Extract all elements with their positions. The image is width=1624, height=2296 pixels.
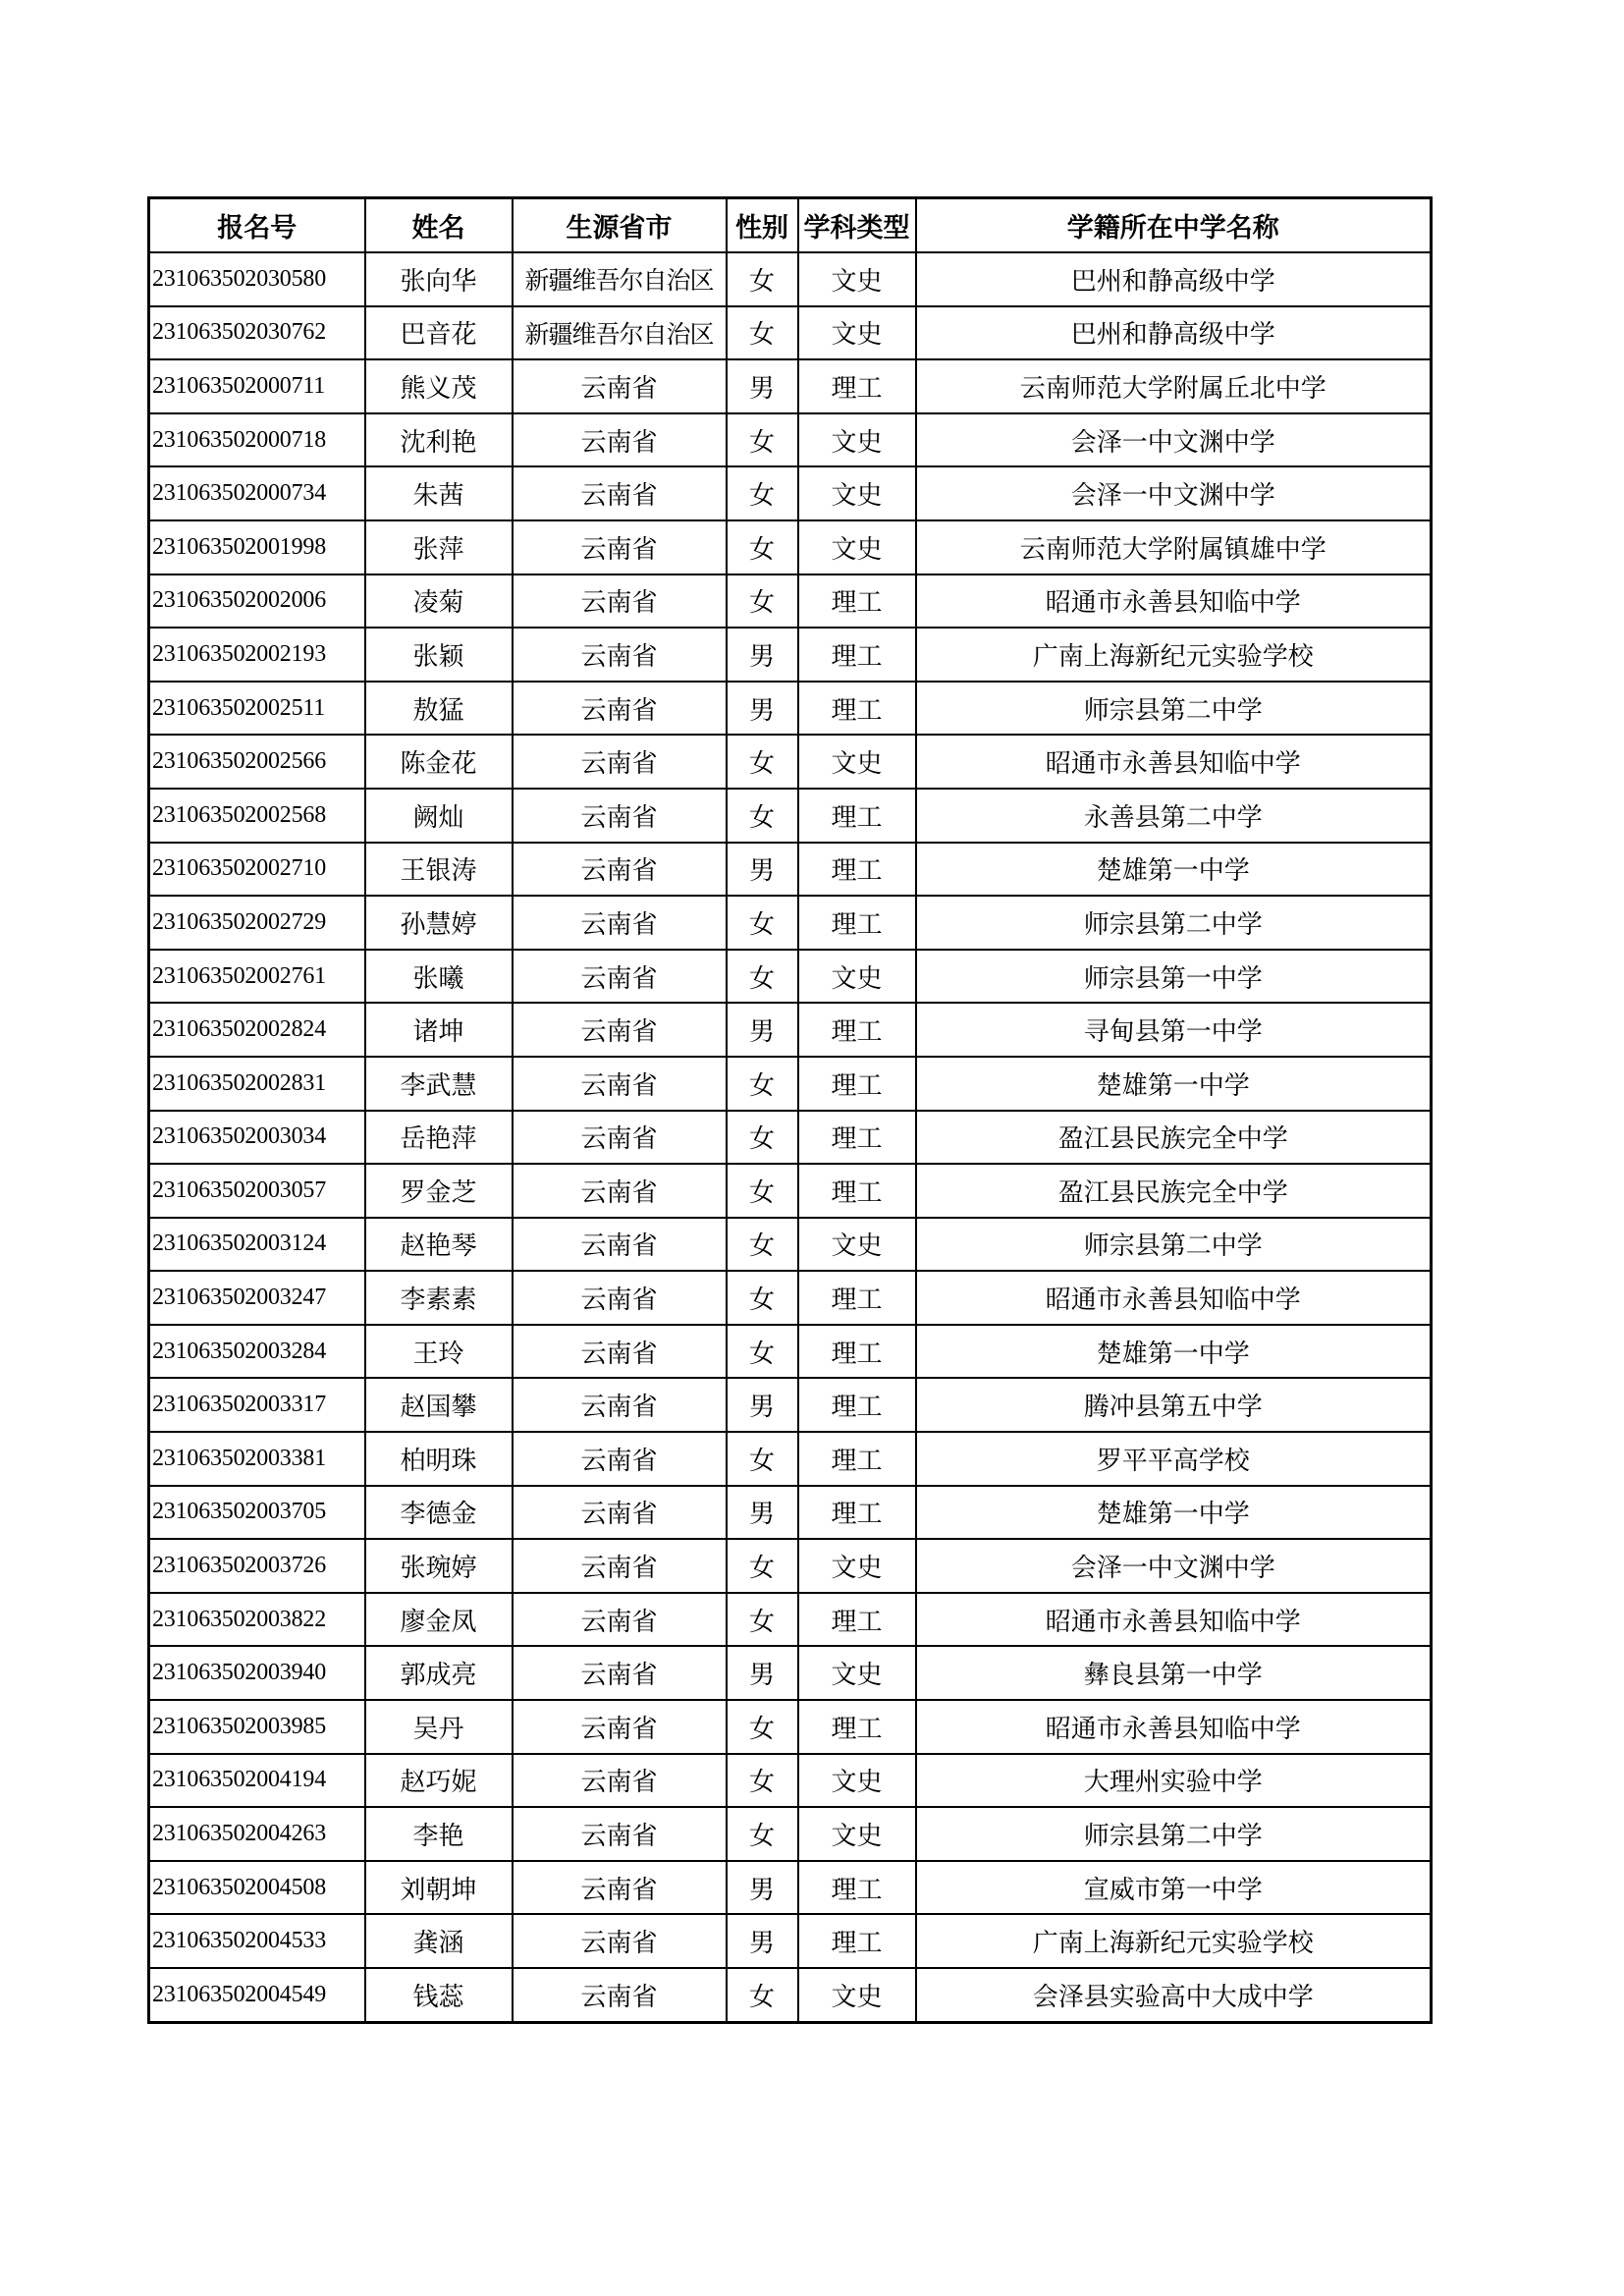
- cell-school-name: 楚雄第一中学: [916, 1486, 1432, 1540]
- cell-origin-province: 云南省: [513, 1378, 727, 1432]
- admission-table: [147, 196, 1433, 2024]
- table-row: [149, 1271, 1432, 1325]
- cell-subject-type: 理工: [798, 1325, 916, 1379]
- cell-registration-number: 231063502002824: [149, 1003, 365, 1057]
- table-row: [149, 1861, 1432, 1915]
- cell-gender: 女: [727, 1325, 798, 1379]
- cell-registration-number: 231063502004533: [149, 1914, 365, 1968]
- cell-student-name: 凌菊: [365, 574, 513, 629]
- cell-registration-number: 231063502002710: [149, 843, 365, 897]
- cell-registration-number: 231063502002006: [149, 574, 365, 629]
- table-row: [149, 1807, 1432, 1861]
- cell-school-name: 楚雄第一中学: [916, 1325, 1432, 1379]
- cell-origin-province: 云南省: [513, 413, 727, 467]
- cell-registration-number: 231063502002511: [149, 682, 365, 736]
- cell-school-name: 云南师范大学附属镇雄中学: [916, 520, 1432, 574]
- cell-registration-number: 231063502003985: [149, 1700, 365, 1754]
- cell-origin-province: 云南省: [513, 1432, 727, 1486]
- cell-registration-number: 231063502003705: [149, 1486, 365, 1540]
- cell-school-name: 云南师范大学附属丘北中学: [916, 359, 1432, 413]
- cell-subject-type: 理工: [798, 1271, 916, 1325]
- cell-origin-province: 云南省: [513, 1861, 727, 1915]
- cell-origin-province: 云南省: [513, 574, 727, 629]
- cell-gender: 女: [727, 789, 798, 843]
- cell-student-name: 巴音花: [365, 306, 513, 360]
- cell-student-name: 陈金花: [365, 735, 513, 789]
- cell-origin-province: 云南省: [513, 1968, 727, 2022]
- cell-student-name: 沈利艳: [365, 413, 513, 467]
- cell-origin-province: 云南省: [513, 789, 727, 843]
- table-row: [149, 359, 1432, 413]
- cell-school-name: 师宗县第二中学: [916, 682, 1432, 736]
- cell-gender: 女: [727, 1700, 798, 1754]
- cell-origin-province: 云南省: [513, 359, 727, 413]
- cell-gender: 女: [727, 413, 798, 467]
- cell-gender: 女: [727, 1539, 798, 1593]
- header-gender: 性别: [727, 198, 798, 253]
- table-row: [149, 1539, 1432, 1593]
- cell-registration-number: 231063502004194: [149, 1754, 365, 1808]
- cell-subject-type: 理工: [798, 896, 916, 950]
- cell-school-name: 师宗县第二中学: [916, 1807, 1432, 1861]
- table-row: [149, 413, 1432, 467]
- cell-school-name: 昭通市永善县知临中学: [916, 735, 1432, 789]
- cell-registration-number: 231063502003284: [149, 1325, 365, 1379]
- cell-school-name: 会泽一中文渊中学: [916, 466, 1432, 520]
- cell-subject-type: 理工: [798, 843, 916, 897]
- table-row: [149, 1593, 1432, 1647]
- table-row: [149, 520, 1432, 574]
- cell-gender: 女: [727, 466, 798, 520]
- cell-student-name: 熊义茂: [365, 359, 513, 413]
- cell-gender: 男: [727, 359, 798, 413]
- cell-gender: 男: [727, 1914, 798, 1968]
- cell-origin-province: 云南省: [513, 1325, 727, 1379]
- cell-student-name: 刘朝坤: [365, 1861, 513, 1915]
- cell-student-name: 柏明珠: [365, 1432, 513, 1486]
- cell-subject-type: 文史: [798, 1646, 916, 1700]
- cell-school-name: 师宗县第二中学: [916, 1218, 1432, 1272]
- table-row: [149, 843, 1432, 897]
- table-row: [149, 1646, 1432, 1700]
- cell-gender: 男: [727, 1861, 798, 1915]
- cell-school-name: 昭通市永善县知临中学: [916, 1271, 1432, 1325]
- cell-registration-number: 231063502000734: [149, 466, 365, 520]
- cell-registration-number: 231063502030580: [149, 252, 365, 306]
- header-registration-number: 报名号: [149, 198, 365, 253]
- cell-student-name: 张琬婷: [365, 1539, 513, 1593]
- cell-subject-type: 理工: [798, 789, 916, 843]
- cell-school-name: 广南上海新纪元实验学校: [916, 628, 1432, 682]
- cell-origin-province: 云南省: [513, 843, 727, 897]
- cell-subject-type: 文史: [798, 306, 916, 360]
- cell-student-name: 吴丹: [365, 1700, 513, 1754]
- cell-registration-number: 231063502003124: [149, 1218, 365, 1272]
- cell-subject-type: 理工: [798, 1914, 916, 1968]
- cell-registration-number: 231063502003034: [149, 1111, 365, 1165]
- cell-gender: 女: [727, 574, 798, 629]
- cell-origin-province: 云南省: [513, 1218, 727, 1272]
- table-row: [149, 950, 1432, 1004]
- cell-origin-province: 云南省: [513, 735, 727, 789]
- cell-gender: 女: [727, 1164, 798, 1218]
- table-row: [149, 1057, 1432, 1111]
- cell-school-name: 宣威市第一中学: [916, 1861, 1432, 1915]
- cell-registration-number: 231063502003247: [149, 1271, 365, 1325]
- table-row: [149, 1754, 1432, 1808]
- cell-origin-province: 云南省: [513, 682, 727, 736]
- cell-gender: 女: [727, 1218, 798, 1272]
- cell-registration-number: 231063502000718: [149, 413, 365, 467]
- cell-student-name: 李德金: [365, 1486, 513, 1540]
- cell-origin-province: 云南省: [513, 1003, 727, 1057]
- cell-gender: 女: [727, 950, 798, 1004]
- cell-student-name: 王玲: [365, 1325, 513, 1379]
- cell-origin-province: 云南省: [513, 1914, 727, 1968]
- cell-student-name: 岳艳萍: [365, 1111, 513, 1165]
- table-row: [149, 1003, 1432, 1057]
- cell-subject-type: 理工: [798, 1593, 916, 1647]
- cell-student-name: 李素素: [365, 1271, 513, 1325]
- cell-school-name: 昭通市永善县知临中学: [916, 574, 1432, 629]
- cell-registration-number: 231063502003726: [149, 1539, 365, 1593]
- cell-subject-type: 文史: [798, 950, 916, 1004]
- table-row: [149, 735, 1432, 789]
- cell-student-name: 罗金芝: [365, 1164, 513, 1218]
- cell-school-name: 会泽一中文渊中学: [916, 413, 1432, 467]
- cell-student-name: 李艳: [365, 1807, 513, 1861]
- cell-subject-type: 理工: [798, 1432, 916, 1486]
- table-row: [149, 1486, 1432, 1540]
- table-row: [149, 574, 1432, 629]
- cell-subject-type: 理工: [798, 1057, 916, 1111]
- cell-school-name: 腾冲县第五中学: [916, 1378, 1432, 1432]
- cell-origin-province: 云南省: [513, 950, 727, 1004]
- cell-school-name: 会泽一中文渊中学: [916, 1539, 1432, 1593]
- cell-origin-province: 云南省: [513, 1164, 727, 1218]
- table-body: [149, 252, 1432, 2022]
- cell-gender: 男: [727, 1646, 798, 1700]
- table-row: [149, 1325, 1432, 1379]
- cell-registration-number: 231063502002568: [149, 789, 365, 843]
- cell-gender: 女: [727, 520, 798, 574]
- cell-subject-type: 文史: [798, 1968, 916, 2022]
- cell-registration-number: 231063502003940: [149, 1646, 365, 1700]
- cell-school-name: 寻甸县第一中学: [916, 1003, 1432, 1057]
- cell-origin-province: 云南省: [513, 1807, 727, 1861]
- cell-gender: 男: [727, 682, 798, 736]
- cell-school-name: 永善县第二中学: [916, 789, 1432, 843]
- cell-registration-number: 231063502004549: [149, 1968, 365, 2022]
- cell-subject-type: 理工: [798, 1111, 916, 1165]
- cell-student-name: 龚涵: [365, 1914, 513, 1968]
- cell-registration-number: 231063502001998: [149, 520, 365, 574]
- cell-school-name: 昭通市永善县知临中学: [916, 1700, 1432, 1754]
- cell-registration-number: 231063502003822: [149, 1593, 365, 1647]
- cell-gender: 女: [727, 1432, 798, 1486]
- cell-subject-type: 理工: [798, 359, 916, 413]
- cell-origin-province: 新疆维吾尔自治区: [513, 252, 727, 306]
- cell-school-name: 楚雄第一中学: [916, 843, 1432, 897]
- cell-student-name: 诸坤: [365, 1003, 513, 1057]
- table-row: [149, 1111, 1432, 1165]
- cell-student-name: 王银涛: [365, 843, 513, 897]
- table-row: [149, 896, 1432, 950]
- cell-school-name: 彝良县第一中学: [916, 1646, 1432, 1700]
- cell-gender: 女: [727, 252, 798, 306]
- cell-origin-province: 云南省: [513, 1593, 727, 1647]
- header-origin-province: 生源省市: [513, 198, 727, 253]
- cell-gender: 女: [727, 735, 798, 789]
- cell-school-name: 盈江县民族完全中学: [916, 1164, 1432, 1218]
- cell-subject-type: 文史: [798, 1539, 916, 1593]
- table-row: [149, 306, 1432, 360]
- table-row: [149, 466, 1432, 520]
- cell-registration-number: 231063502002193: [149, 628, 365, 682]
- cell-school-name: 罗平平高学校: [916, 1432, 1432, 1486]
- cell-school-name: 广南上海新纪元实验学校: [916, 1914, 1432, 1968]
- cell-student-name: 敖猛: [365, 682, 513, 736]
- cell-origin-province: 云南省: [513, 1271, 727, 1325]
- cell-origin-province: 云南省: [513, 520, 727, 574]
- cell-subject-type: 文史: [798, 252, 916, 306]
- table-row: [149, 1218, 1432, 1272]
- cell-school-name: 昭通市永善县知临中学: [916, 1593, 1432, 1647]
- cell-school-name: 大理州实验中学: [916, 1754, 1432, 1808]
- cell-origin-province: 云南省: [513, 1646, 727, 1700]
- cell-registration-number: 231063502002729: [149, 896, 365, 950]
- cell-subject-type: 文史: [798, 466, 916, 520]
- header-school-name: 学籍所在中学名称: [916, 198, 1432, 253]
- cell-student-name: 李武慧: [365, 1057, 513, 1111]
- cell-student-name: 赵巧妮: [365, 1754, 513, 1808]
- cell-subject-type: 文史: [798, 520, 916, 574]
- cell-origin-province: 云南省: [513, 1057, 727, 1111]
- table-row: [149, 789, 1432, 843]
- cell-gender: 女: [727, 1271, 798, 1325]
- cell-gender: 女: [727, 896, 798, 950]
- cell-student-name: 钱蕊: [365, 1968, 513, 2022]
- cell-student-name: 张颖: [365, 628, 513, 682]
- cell-origin-province: 云南省: [513, 1700, 727, 1754]
- cell-school-name: 盈江县民族完全中学: [916, 1111, 1432, 1165]
- cell-origin-province: 云南省: [513, 1486, 727, 1540]
- cell-gender: 男: [727, 628, 798, 682]
- cell-subject-type: 理工: [798, 1378, 916, 1432]
- cell-registration-number: 231063502002831: [149, 1057, 365, 1111]
- cell-registration-number: 231063502004508: [149, 1861, 365, 1915]
- table-row: [149, 1968, 1432, 2022]
- cell-registration-number: 231063502030762: [149, 306, 365, 360]
- header-name: 姓名: [365, 198, 513, 253]
- table-row: [149, 682, 1432, 736]
- cell-subject-type: 理工: [798, 1164, 916, 1218]
- cell-school-name: 会泽县实验高中大成中学: [916, 1968, 1432, 2022]
- cell-gender: 女: [727, 306, 798, 360]
- cell-subject-type: 文史: [798, 413, 916, 467]
- cell-subject-type: 理工: [798, 1486, 916, 1540]
- cell-origin-province: 云南省: [513, 896, 727, 950]
- table-row: [149, 1432, 1432, 1486]
- cell-student-name: 赵艳琴: [365, 1218, 513, 1272]
- cell-subject-type: 理工: [798, 1003, 916, 1057]
- cell-gender: 男: [727, 1003, 798, 1057]
- cell-registration-number: 231063502002761: [149, 950, 365, 1004]
- cell-student-name: 张萍: [365, 520, 513, 574]
- table-row: [149, 628, 1432, 682]
- cell-student-name: 廖金凤: [365, 1593, 513, 1647]
- cell-gender: 女: [727, 1057, 798, 1111]
- table-row: [149, 252, 1432, 306]
- cell-subject-type: 文史: [798, 735, 916, 789]
- cell-student-name: 郭成亮: [365, 1646, 513, 1700]
- cell-student-name: 阙灿: [365, 789, 513, 843]
- cell-subject-type: 文史: [798, 1754, 916, 1808]
- cell-gender: 女: [727, 1111, 798, 1165]
- cell-student-name: 朱茜: [365, 466, 513, 520]
- cell-registration-number: 231063502000711: [149, 359, 365, 413]
- table-row: [149, 1700, 1432, 1754]
- cell-origin-province: 云南省: [513, 1111, 727, 1165]
- cell-student-name: 张曦: [365, 950, 513, 1004]
- cell-gender: 女: [727, 1593, 798, 1647]
- cell-registration-number: 231063502003057: [149, 1164, 365, 1218]
- cell-subject-type: 文史: [798, 1218, 916, 1272]
- cell-subject-type: 理工: [798, 628, 916, 682]
- cell-gender: 男: [727, 1486, 798, 1540]
- cell-registration-number: 231063502004263: [149, 1807, 365, 1861]
- cell-origin-province: 云南省: [513, 1539, 727, 1593]
- cell-gender: 男: [727, 1378, 798, 1432]
- cell-subject-type: 理工: [798, 1861, 916, 1915]
- cell-subject-type: 理工: [798, 1700, 916, 1754]
- cell-gender: 女: [727, 1754, 798, 1808]
- header-subject-type: 学科类型: [798, 198, 916, 253]
- cell-origin-province: 云南省: [513, 1754, 727, 1808]
- cell-origin-province: 云南省: [513, 628, 727, 682]
- table-row: [149, 1164, 1432, 1218]
- cell-school-name: 巴州和静高级中学: [916, 252, 1432, 306]
- table-row: [149, 1378, 1432, 1432]
- cell-school-name: 师宗县第一中学: [916, 950, 1432, 1004]
- cell-gender: 女: [727, 1807, 798, 1861]
- cell-registration-number: 231063502003317: [149, 1378, 365, 1432]
- cell-gender: 男: [727, 843, 798, 897]
- cell-school-name: 师宗县第二中学: [916, 896, 1432, 950]
- cell-student-name: 张向华: [365, 252, 513, 306]
- header-row: [149, 198, 1432, 253]
- cell-subject-type: 文史: [798, 1807, 916, 1861]
- cell-school-name: 楚雄第一中学: [916, 1057, 1432, 1111]
- cell-origin-province: 云南省: [513, 466, 727, 520]
- cell-origin-province: 新疆维吾尔自治区: [513, 306, 727, 360]
- cell-subject-type: 理工: [798, 574, 916, 629]
- cell-registration-number: 231063502002566: [149, 735, 365, 789]
- cell-student-name: 孙慧婷: [365, 896, 513, 950]
- cell-student-name: 赵国攀: [365, 1378, 513, 1432]
- table-row: [149, 1914, 1432, 1968]
- cell-gender: 女: [727, 1968, 798, 2022]
- cell-subject-type: 理工: [798, 682, 916, 736]
- cell-registration-number: 231063502003381: [149, 1432, 365, 1486]
- cell-school-name: 巴州和静高级中学: [916, 306, 1432, 360]
